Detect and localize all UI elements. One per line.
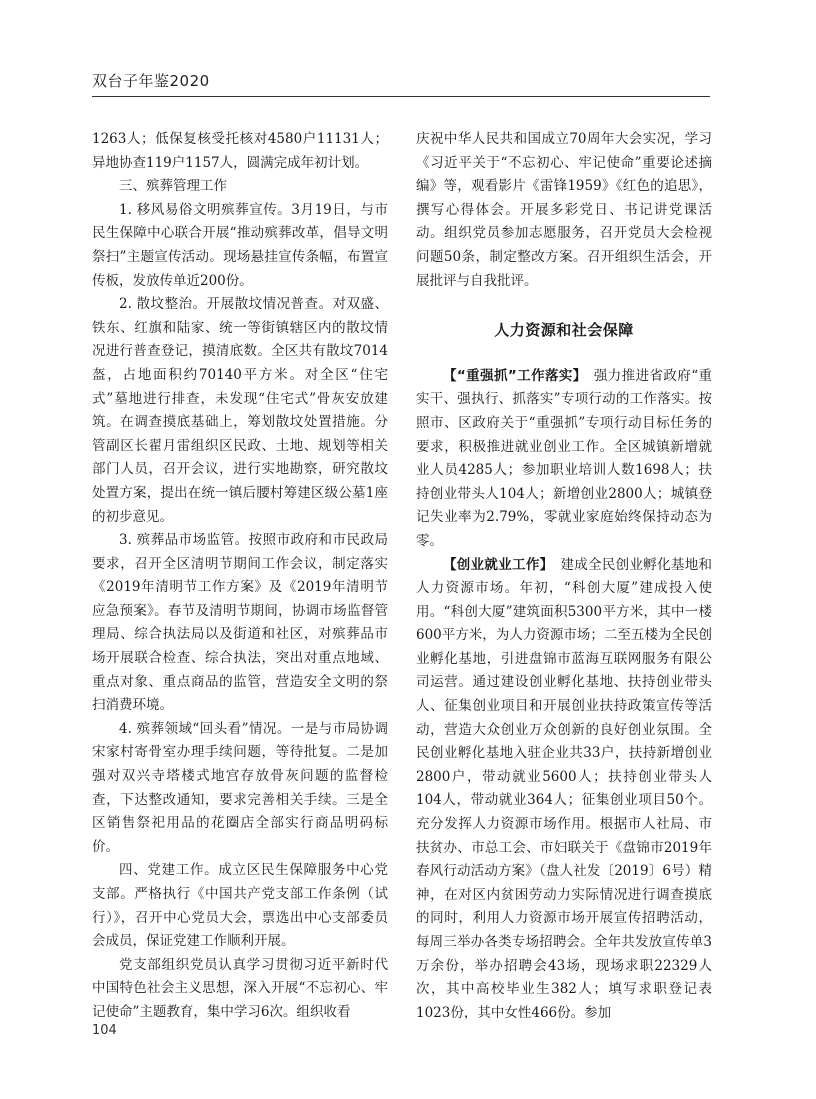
- right-column: [416, 128, 712, 1025]
- paragraph: [416, 365, 712, 554]
- section-title: 人力资源和社会保障: [494, 321, 634, 340]
- header-rule: [92, 96, 710, 97]
- entry-lead: 【“重强抓”工作落实】: [443, 367, 587, 384]
- paragraph: 党支部组织党员认真学习贯彻习近平新时代中国特色社会主义思想，深入开展“不忘初心、牢记使命”主题教育，集中学习6次。组织收看: [92, 956, 388, 1020]
- page-number: 104: [92, 1023, 117, 1038]
- left-column: [92, 128, 388, 1025]
- section-heading-funeral: 三、殡葬管理工作: [119, 178, 227, 195]
- entry-text: 强力推进省政府“重实干、强执行、抓落实”专项行动的工作落实。按照市、区政府关于“重强抓”专项行动目标任务的要求，积极推进就业创业工作。全区城镇新增就业人员4285人；参加职业培训人数1698人；扶持创业带头人104人；新增创业2800人；城镇登记失业率为2.79%，零就业家庭始终保持动态为零。: [416, 367, 712, 549]
- paragraph: 1. 移风易俗文明殡葬宣传。3月19日，与市民生保障中心联合开展“推动殡葬改革，倡导文明祭扫”主题宣传活动。现场悬挂宣传条幅，布置宣传板，发放传单近200份。: [92, 201, 388, 289]
- entry-lead: 【创业就业工作】: [443, 556, 554, 573]
- running-header: 双台子年鉴2020: [92, 72, 210, 90]
- entry-text: 建成全民创业孵化基地和人力资源市场。年初，“科创大厦”建成投入使用。“科创大厦”建筑面积5300平方米，其中一楼600平方米，为人力资源市场；二至五楼为全民创业孵化基地，引进盘锦市蓝海互联网服务有限公司运营。通过建设创业孵化基地、扶持创业带头人、征集创业项目和开展创业扶持政策宣传等活动，营造大众创业万众创新的良好创业氛围。全民创业孵化基地入驻企业共33户，扶持新增创业2800户，带动就业5600人；扶持创业带头人104人，带动就业364人；征集创业项目50个。充分发挥人力资源市场作用。根据市人社局、市扶贫办、市总工会、市妇联关于《盘锦市2019年春风行动活动方案》（盘人社发〔2019〕6号）精神，在对区内贫困劳动力实际情况进行调查摸底的同时，利用人力资源市场开展宣传招聘活动，每周三举办各类专场招聘会。全年共发放宣传单3万余份，举办招聘会43场，现场求职22329人次，其中高校毕业生382人；填写求职登记表1023份，其中女性466份。参加: [416, 556, 713, 1021]
- paragraph: 4. 殡葬领域“回头看”情况。一是与市局协调宋家村寄骨室办理手续问题，等待批复。二是加强对双兴寺塔楼式地宫存放骨灰问题的监督检查，下达整改通知，要求完善相关手续。三是全区销售祭祀用品的花圈店全部实行商品明码标价。: [92, 720, 388, 855]
- paragraph: 四、党建工作。成立区民生保障服务中心党支部。严格执行《中国共产党支部工作条例（试行）》，召开中心党员大会，票选出中心支部委员会成员，保证党建工作顺利开展。: [92, 862, 388, 950]
- paragraph: 庆祝中华人民共和国成立70周年大会实况，学习《习近平关于“不忘初心、牢记使命”重要论述摘编》等，观看影片《雷锋1959》《红色的追思》，撰写心得体会。开展多彩党日、书记讲党课活动。组织党员参加志愿服务，召开党员大会检视问题50条，制定整改方案。召开组织生活会，开展批评与自我批评。: [416, 131, 712, 289]
- paragraph: 1263人；低保复核受托核对4580户11131人；异地协查119户1157人，圆满完成年初计划。: [92, 131, 388, 171]
- paragraph: 3. 殡葬品市场监管。按照市政府和市民政局要求，召开全区清明节期间工作会议，制定落实《2019年清明节工作方案》及《2019年清明节应急预案》。春节及清明节期间，协调市场监督管理局、综合执法局以及街道和社区，对殡葬品市场开展联合检查、综合执法，突出对重点地域、重点对象、重点商品的监管，营造安全文明的祭扫消费环境。: [92, 532, 388, 714]
- paragraph: [416, 554, 712, 1026]
- paragraph: 2. 散坟整治。开展散坟情况普查。对双盛、铁东、红旗和陆家、统一等街镇辖区内的散坟情况进行普查登记，摸清底数。全区共有散坟7014盔，占地面积约70140平方米。对全区“住宅式”墓地进行排查，未发现“住宅式”骨灰安放建筑。在调查摸底基础上，筹划散坟处置措施。分管副区长翟月雷组织区民政、土地、规划等相关部门人员，召开会议，进行实地勘察，研究散坟处置方案，提出在统一镇后腰村筹建区级公墓1座的初步意见。: [92, 296, 388, 525]
